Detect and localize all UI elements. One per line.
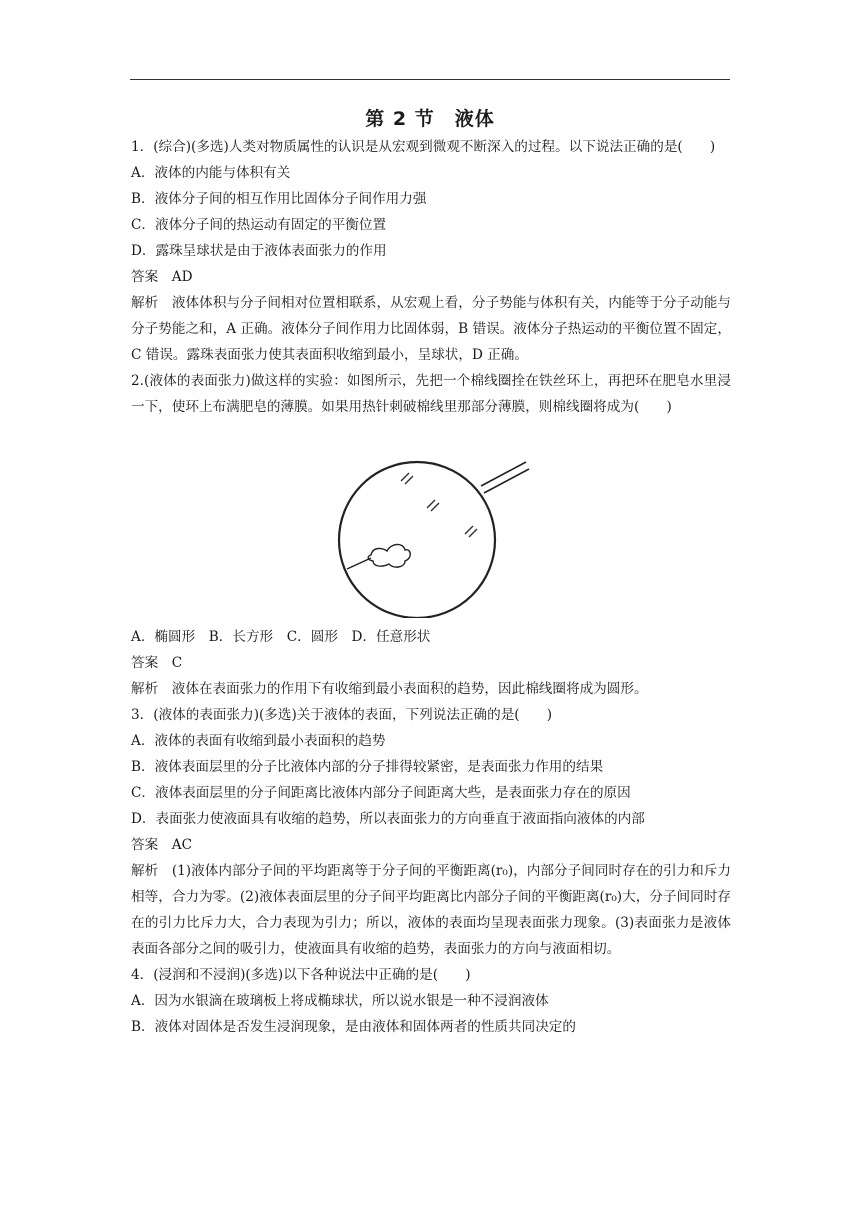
q4-stem: 4．(浸润和不浸润)(多选)以下各种说法中正确的是( ) bbox=[131, 967, 471, 983]
q1-option-a: A．液体的内能与体积有关 bbox=[131, 165, 291, 181]
figure-wire-ring bbox=[131, 424, 731, 618]
q2-answer: 答案 C bbox=[131, 655, 183, 671]
document-body bbox=[131, 134, 731, 1040]
q3-analysis: 解析 (1)液体内部分子间的平均距离等于分子间的平衡距离(r₀)，内部分子间同时存在的引力和斥力相等，合力为零。(2)液体表面层里的分子间平均距离比内部分子间的平衡距离(r₀)大，分子间同时存在的引力比斥力大，合力表现为引力；所以，液体的表面均呈现表面张力现象。(3)表面张力是液体表面各部分之间的吸引力，使液面具有收缩的趋势，表面张力的方向与液面相切。 bbox=[131, 863, 731, 957]
q1-answer: 答案 AD bbox=[131, 269, 193, 285]
page-title: 第 2 节 液体 bbox=[365, 108, 495, 130]
q1-stem: 1．(综合)(多选)人类对物质属性的认识是从宏观到微观不断深入的过程。以下说法正确的是( ) bbox=[131, 139, 716, 155]
q4-option-a: A．因为水银滴在玻璃板上将成椭球状，所以说水银是一种不浸润液体 bbox=[131, 993, 549, 1009]
header-rule bbox=[130, 79, 730, 80]
q2-options: A．椭圆形 B．长方形 C．圆形 D．任意形状 bbox=[131, 629, 431, 645]
q3-option-c: C．液体表面层里的分子间距离比液体内部分子间距离大些，是表面张力存在的原因 bbox=[131, 785, 631, 801]
q2-analysis: 解析 液体在表面张力的作用下有收缩到最小表面积的趋势，因此棉线圈将成为圆形。 bbox=[131, 681, 648, 697]
q1-option-c: C．液体分子间的热运动有固定的平衡位置 bbox=[131, 217, 387, 233]
q1-option-b: B．液体分子间的相互作用比固体分子间作用力强 bbox=[131, 191, 427, 207]
q3-option-b: B．液体表面层里的分子比液体内部的分子排得较紧密，是表面张力作用的结果 bbox=[131, 759, 604, 775]
q3-option-a: A．液体的表面有收缩到最小表面积的趋势 bbox=[131, 733, 386, 749]
wire-ring-diagram bbox=[321, 424, 541, 618]
q1-analysis: 解析 液体体积与分子间相对位置相联系，从宏观上看，分子势能与体积有关，内能等于分子动能与分子势能之和，A 正确。液体分子间作用力比固体弱，B 错误。液体分子热运动的平衡位置不固定，C 错误。露珠表面张力使其表面积收缩到最小，呈球状，D 正确。 bbox=[131, 295, 731, 363]
q4-option-b: B．液体对固体是否发生浸润现象，是由液体和固体两者的性质共同决定的 bbox=[131, 1019, 576, 1035]
q3-answer: 答案 AC bbox=[131, 837, 192, 853]
q2-stem: 2.(液体的表面张力)做这样的实验：如图所示，先把一个棉线圈拴在铁丝环上，再把环在肥皂水里浸一下，使环上布满肥皂的薄膜。如果用热针刺破棉线里那部分薄膜，则棉线圈将成为( ) bbox=[131, 373, 731, 415]
q3-stem: 3．(液体的表面张力)(多选)关于液体的表面，下列说法正确的是( ) bbox=[131, 707, 553, 723]
q1-option-d: D．露珠呈球状是由于液体表面张力的作用 bbox=[131, 243, 387, 259]
q3-option-d: D．表面张力使液面具有收缩的趋势，所以表面张力的方向垂直于液面指向液体的内部 bbox=[131, 811, 645, 827]
